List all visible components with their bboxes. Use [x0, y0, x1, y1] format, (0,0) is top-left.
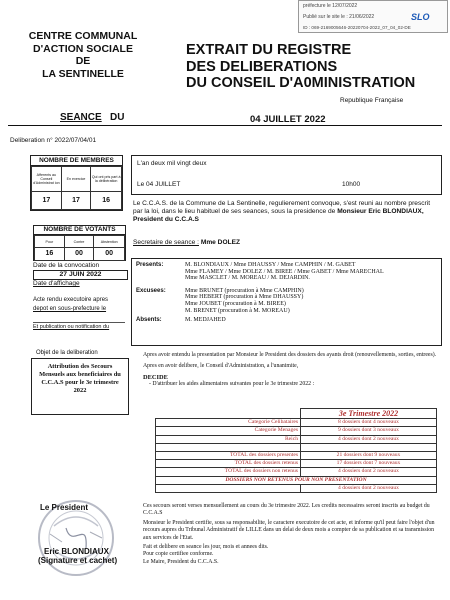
convocation-date: 27 JUIN 2022 [33, 270, 128, 280]
republic-label: Republique Française [340, 97, 404, 104]
body-p1: Apres avoir entendu la presentation par Monsieur le President des dossiers des ayants droit (renouvellements, sorties, entrees). [143, 352, 437, 358]
attendance-table [132, 262, 441, 324]
trimestre-row [156, 451, 437, 459]
intro-text: Le C.C.A.S. de la Commune de La Sentinelle, regulierement convoque, s'est reuni au nombre prescrit par la loi, dans le lieu habituel de ses seances, sous la presidence de [133, 200, 431, 215]
title-line-2: DES DELIBERATIONS [186, 58, 338, 75]
votes-col-2: Contre [64, 236, 94, 248]
trimestre-row-label: Categorie Celibataires [156, 419, 301, 427]
org-line-3: DE [75, 55, 91, 67]
footer-p3: Fait et delibere en seance les jour, mois et annees dits. [143, 544, 269, 551]
votes-box [33, 225, 126, 261]
trimestre-row-label: Categorie Menages [156, 427, 301, 435]
seance-label: SEANCE [60, 112, 102, 123]
stamp-line-2: Publié sur le site le : 21/06/2022 [303, 14, 375, 20]
affichage-label: Date d'affichage [33, 280, 80, 287]
prefecture-stamp [298, 0, 448, 33]
org-line-1: CENTRE COMMUNAL [28, 30, 138, 42]
signature-name: Eric BLONDIAUX [44, 547, 109, 556]
excuses-label: Excusees: [136, 287, 166, 294]
trimestre-row-value: 4 dossiers dont 2 nouveaux [301, 435, 437, 443]
secretary-name: Mme DOLEZ [200, 239, 241, 246]
votes-value-1: 16 [35, 248, 65, 261]
presents-line: Mme FLAMEY / Mme DOLEZ / M. BIREE / Mme GABET / Mme MARECHAL [185, 268, 384, 275]
objet-label: Objet de la deliberation [36, 350, 98, 356]
title-line-1: EXTRAIT DU REGISTRE [186, 42, 352, 58]
intro-paragraph [133, 200, 441, 224]
seance-du: DU [110, 112, 125, 123]
objet-box [31, 358, 129, 415]
seance-rule [8, 125, 442, 126]
footer-p4: Pour copie certifiee conforme. [143, 551, 214, 558]
secretary-label: Secretaire de seance : [133, 239, 199, 246]
intro-box [131, 155, 442, 195]
footer-p1: Ces secours seront verses mensuellement au cours du 3e trimestre 2022. Les credits necessaires seront inscrits au budget du C.C.A.S [143, 503, 430, 517]
trimestre-row-label: TOTAL des dossiers non retenus [156, 468, 301, 476]
trimestre-row-label: TOTAL des dossiers presentes [156, 451, 301, 459]
trimestre-title: 3e Trimestre 2022 [301, 409, 437, 419]
body-decide: DECIDE [143, 373, 168, 381]
trimestre-row-value: 4 dossiers dont 2 nouveaux [301, 485, 437, 493]
trimestre-row [156, 460, 437, 468]
convocation-label: Date de la convocation [33, 262, 100, 269]
body-p2: Apres en avoir delibere, le Conseil d'Administration, a l'unanimite, [143, 363, 299, 370]
trimestre-row-value: 9 dossiers dont 3 nouveaux [301, 427, 437, 435]
footer-p2: Monsieur le President certifie, sous sa responsabilite, le caractere executoire de cet acte, et informe qu'il peut faire l'objet d'un recours aupres du Tribunal Administratif de LILLE dans un delai de deux mois a compter de sa publication et sa transmission aux services de l'Etat. [143, 519, 435, 541]
members-col-3: Qui ont pris part à la délibération [91, 167, 122, 192]
votes-col-3: Abstention [94, 236, 125, 248]
excuses-list [184, 288, 441, 314]
trimestre-table [155, 408, 437, 493]
trimestre-title-spacer [156, 409, 301, 419]
members-title: NOMBRE DE MEMBRES [31, 156, 122, 166]
members-col-1: Afferents au Conseil d'Administrat ion [32, 167, 62, 192]
trimestre-row [156, 485, 437, 493]
acte-line-2: depot en sous-prefecture le [33, 306, 107, 312]
excuses-line: Mme JOUBET (procuration à M. BIREE) [185, 300, 286, 307]
attendance-box [131, 258, 442, 346]
intro-president: Monsieur Eric BLONDIAUX, President du C.C.A.S [133, 208, 424, 223]
members-table [31, 166, 122, 210]
document-title [186, 42, 415, 92]
absents-line: M. MEDJAHED [185, 317, 226, 324]
trimestre-banner-row [156, 476, 437, 484]
members-value-1: 17 [32, 192, 62, 210]
signature-title: Le President [40, 503, 89, 512]
trimestre-row-value: 17 dossiers dont 7 nouveaux [301, 460, 437, 468]
presents-label: Presents: [136, 262, 164, 268]
trimestre-row [156, 468, 437, 476]
trimestre-row-value: 8 dossiers dont 4 nouveaux [301, 419, 437, 427]
trimestre-banner-spacer [156, 485, 301, 493]
intro-time: 10h00 [342, 181, 361, 188]
trimestre-row-value [301, 443, 437, 451]
presents-line: M. BLONDIAUX / Mme DHAUSSY / Mme CAMPHIN / M. GABET [185, 262, 356, 268]
trimestre-row [156, 443, 437, 451]
stamp-line-3: ID : 069-2169005646-20220704-2022_07_04_02-DE [303, 25, 411, 30]
votes-value-2: 00 [64, 248, 94, 261]
acte-line-1: Acte rendu executoire apres [33, 297, 109, 303]
excuses-line: Mme HEBERT (procuration à Mme DHAUSSY) [185, 294, 304, 301]
footer-text [143, 503, 440, 566]
deliberation-number: Deliberation n° 2022/07/04/01 [10, 137, 97, 144]
intro-day: Le 04 JUILLET [137, 181, 181, 188]
trimestre-row [156, 435, 437, 443]
votes-value-3: 00 [94, 248, 125, 261]
intro-year: L'an deux mil vingt deux [137, 160, 207, 167]
trimestre-row-value: 21 dossiers dont 9 nouveaux [301, 451, 437, 459]
trimestre-row-label: Reich [156, 435, 301, 443]
acte-line-3: Et publication ou notification du [33, 324, 110, 330]
excuses-line: Mme BRUNET (procuration à Mme CAMPHIN) [185, 287, 304, 294]
org-line-4: LA SENTINELLE [42, 67, 124, 80]
org-line-2: D'ACTION SOCIALE [33, 42, 133, 55]
presents-list [184, 262, 441, 282]
members-col-2: En exercice [61, 167, 91, 192]
presents-line: Mme MASCLET / M. MOREAU / M. DEJARDIN. [185, 275, 310, 282]
seance-date: 04 JUILLET 2022 [250, 114, 326, 125]
org-name [18, 30, 148, 80]
trimestre-banner: DOSSIERS NON RETENUS POUR NON PRESENTATION [156, 476, 437, 484]
trimestre-row-value: 4 dossiers dont 2 nouveaux [301, 468, 437, 476]
footer-p5: Le Maire, President du C.C.A.S. [143, 558, 219, 565]
objet-text: Attribution des Secours Mensuels aux beneficiaires du C.C.A.S pour le 3e trimestre 2022 [39, 363, 121, 394]
excuses-line: M. BRENET (procuration à M. MOREAU) [185, 307, 290, 314]
trimestre-row-label: TOTAL des dossiers retenus [156, 460, 301, 468]
members-value-3: 16 [91, 192, 122, 210]
secretary-line [133, 239, 240, 246]
trimestre-row [156, 427, 437, 435]
signature-block [22, 490, 132, 590]
convocation-box [33, 262, 128, 287]
acte-box [33, 296, 131, 332]
body-p3: - D'attribuer les aides alimentaires suivantes pour le 3e trimestre 2022 : [149, 380, 315, 387]
title-line-3: DU CONSEIL D'A0MINISTRATION [186, 75, 416, 91]
members-value-2: 17 [61, 192, 91, 210]
signature-caption: (Signature et cachet) [38, 556, 118, 565]
trimestre-row-label [156, 443, 301, 451]
body-text [143, 352, 439, 388]
stamp-logo: SLO [411, 12, 430, 22]
absents-label: Absents: [136, 317, 162, 324]
votes-table [34, 235, 125, 261]
votes-col-1: Pour [35, 236, 65, 248]
stamp-line-1: préfecture le 12/07/2022 [303, 3, 358, 9]
members-box [30, 155, 123, 211]
trimestre-row [156, 419, 437, 427]
votes-title: NOMBRE DE VOTANTS [34, 226, 125, 235]
